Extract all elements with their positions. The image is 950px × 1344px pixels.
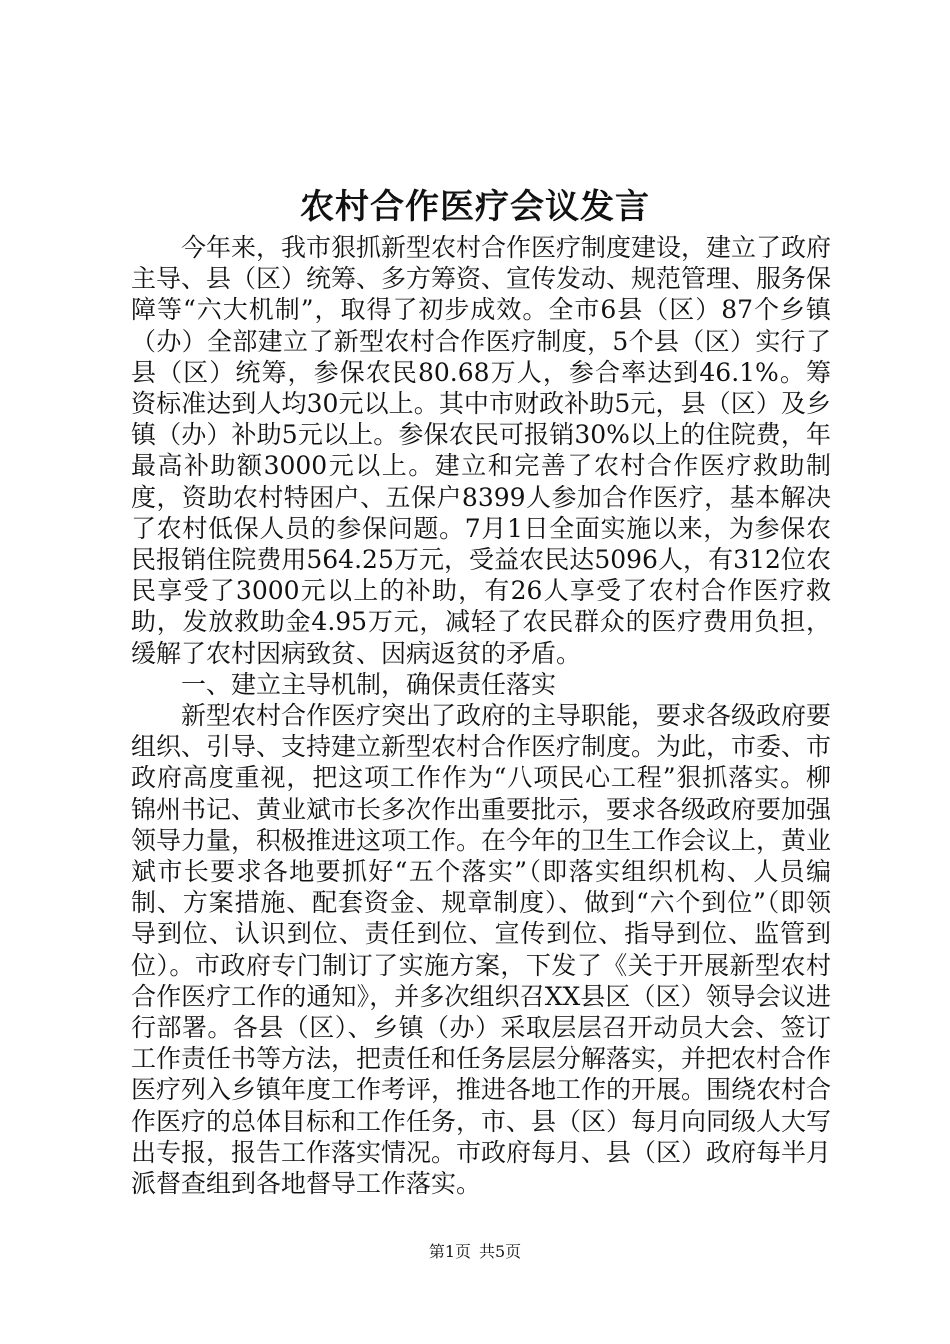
intro-paragraph: 今年来，我市狠抓新型农村合作医疗制度建设，建立了政府主导、县（区）统筹、多方筹资、宣传发动、规范管理、服务保障等“六大机制”，取得了初步成效。全市6县（区）87个乡镇（办）全部建立了新型农村合作医疗制度，5个县（区）实行了县（区）统筹，参保农民80.68万人，参合率达到46.1%。筹资标准达到人均30元以上。其中市财政补助5元，县（区）及乡镇（办）补助5元以上。参保农民可报销30%以上的住院费，年最高补助额3000元以上。建立和完善了农村合作医疗救助制度，资助农村特困户、五保户8399人参加合作医疗，基本解决了农村低保人员的参保问题。7月1日全面实施以来，为参保农民报销住院费用564.25万元，受益农民达5096人，有312位农民享受了3000元以上的补助，有26人享受了农村合作医疗救助，发放救助金4.95万元，减轻了农民群众的医疗费用负担，缓解了农村因病致贫、因病返贫的矛盾。 <box>131 233 832 668</box>
document-body <box>131 232 831 1199</box>
document-title: 农村合作医疗会议发言 <box>300 187 650 227</box>
page-number-current: 第1页 <box>428 1242 471 1261</box>
section-paragraph: 新型农村合作医疗突出了政府的主导职能，要求各级政府要组织、引导、支持建立新型农村合作医疗制度。为此，市委、市政府高度重视，把这项工作作为“八项民心工程”狠抓落实。柳锦州书记、黄业斌市长多次作出重要批示，要求各级政府要加强领导力量，积极推进这项工作。在今年的卫生工作会议上，黄业斌市长要求各地要抓好“五个落实”（即落实组织机构、人员编制、方案措施、配套资金、规章制度）、做到“六个到位”（即领导到位、认识到位、责任到位、宣传到位、指导到位、监管到位）。市政府专门制订了实施方案，下发了《关于开展新型农村合作医疗工作的通知》，并多次组织召XX县区（区）领导会议进行部署。各县（区）、乡镇（办）采取层层召开动员大会、签订工作责任书等方法，把责任和任务层层分解落实，并把农村合作医疗列入乡镇年度工作考评，推进各地工作的开展。围绕农村合作医疗的总体目标和工作任务，市、县（区）每月向同级人大写出专报，报告工作落实情况。市政府每月、县（区）政府每半月派督查组到各地督导工作落实。 <box>131 701 832 1199</box>
page-number-total: 共5页 <box>479 1242 522 1261</box>
section-heading: 一、建立主导机制，确保责任落实 <box>181 669 557 699</box>
page-footer <box>0 1240 950 1264</box>
